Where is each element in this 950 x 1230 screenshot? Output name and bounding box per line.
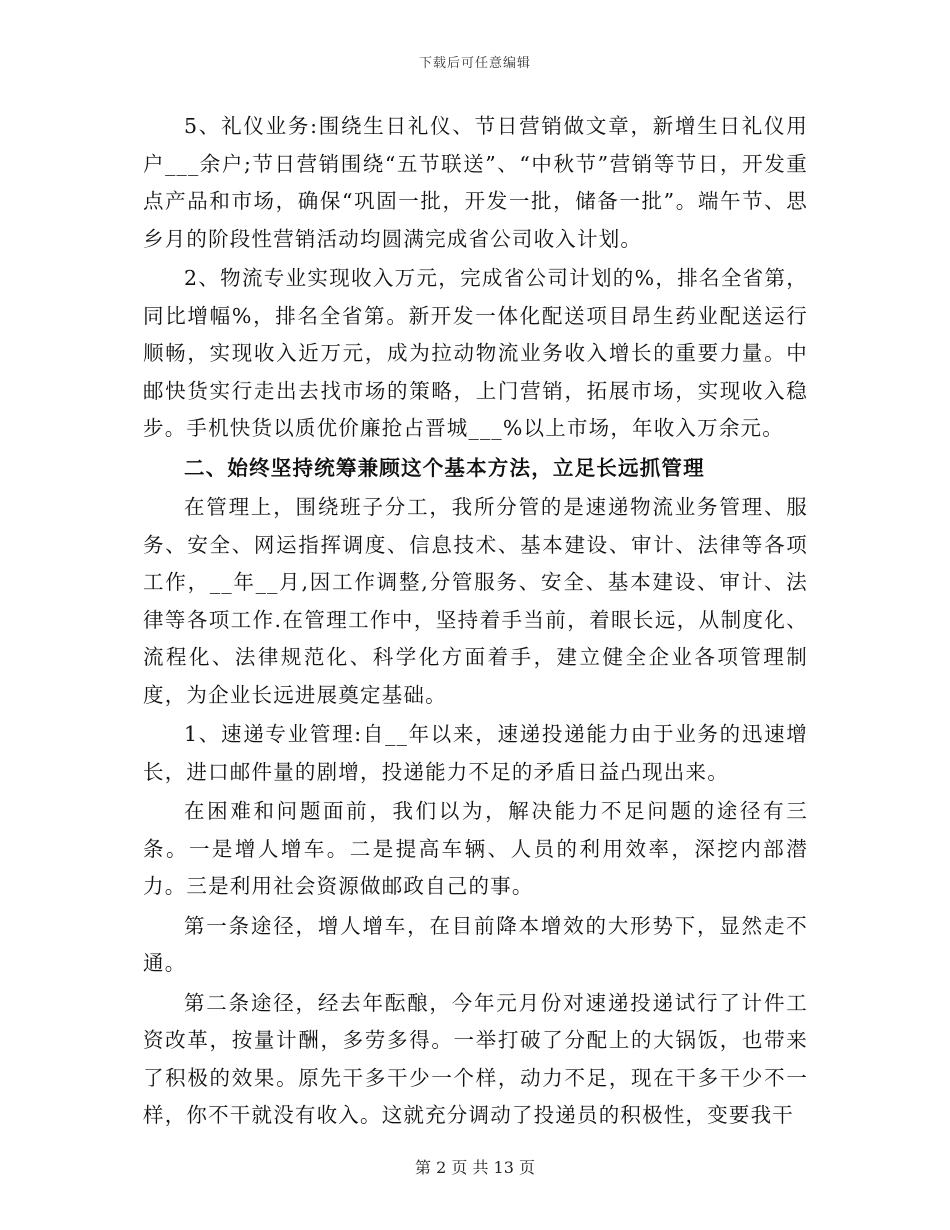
section-heading: 二、始终坚持统筹兼顾这个基本方法，立足长远抓管理 bbox=[184, 455, 705, 480]
paragraph-management-scope: 在管理上，围绕班子分工，我所分管的是速递物流业务管理、服务、安全、网运指挥调度、信息技术、基本建设、审计、法律等各项工作，__年__月,因工作调整,分管服务、安全、基本建设、审计、法律等各项工作.在管理工作中，坚持着手当前，着眼长远，从制度化、流程化、法律规范化、科学化方面着手，建立健全企业各项管理制度，为企业长远进展奠定基础。 bbox=[143, 495, 808, 707]
document-body bbox=[143, 108, 808, 1137]
paragraph-express-management: 1、速递专业管理:自__年以来，速递投递能力由于业务的迅速增长，进口邮件量的剧增，投递能力不足的矛盾日益凸现出来。 bbox=[143, 722, 808, 784]
paragraph-first-approach: 第一条途径，增人增车，在目前降本增效的大形势下，显然走不通。 bbox=[143, 913, 808, 975]
paragraph-three-approaches: 在困难和问题面前，我们以为，解决能力不足问题的途径有三条。一是增人增车。二是提高车辆、人员的利用效率，深挖内部潜力。三是利用社会资源做邮政自己的事。 bbox=[143, 799, 808, 898]
page-header-note: 下载后可任意编辑 bbox=[418, 56, 531, 71]
paragraph-second-approach: 第二条途径，经去年酝酿，今年元月份对速递投递试行了计件工资改革，按量计酬，多劳多得。一举打破了分配上的大锅饭，也带来了积极的效果。原先干多干少一个样，动力不足，现在干多干少不一样，你不干就没有收入。这就充分调动了投递员的积极性，变要我干 bbox=[143, 990, 808, 1127]
page-number: 第 2 页 共 13 页 bbox=[415, 1158, 535, 1177]
paragraph-logistics-revenue: 2、物流专业实现收入万元，完成省公司计划的%，排名全省第，同比增幅%，排名全省第。新开发一体化配送项目昂生药业配送运行顺畅，实现收入近万元，成为拉动物流业务收入增长的重要力量。中邮快货实行走出去找市场的策略，上门营销，拓展市场，实现收入稳步。手机快货以质优价廉抢占晋城___%以上市场，年收入万余元。 bbox=[143, 266, 808, 440]
paragraph-etiquette-business: 5、礼仪业务:围绕生日礼仪、节日营销做文章，新增生日礼仪用户___余户;节日营销围绕“五节联送”、“中秋节”营销等节日，开发重点产品和市场，确保“巩固一批，开发一批，储备一批”。端午节、思乡月的阶段性营销活动均圆满完成省公司收入计划。 bbox=[143, 114, 808, 251]
